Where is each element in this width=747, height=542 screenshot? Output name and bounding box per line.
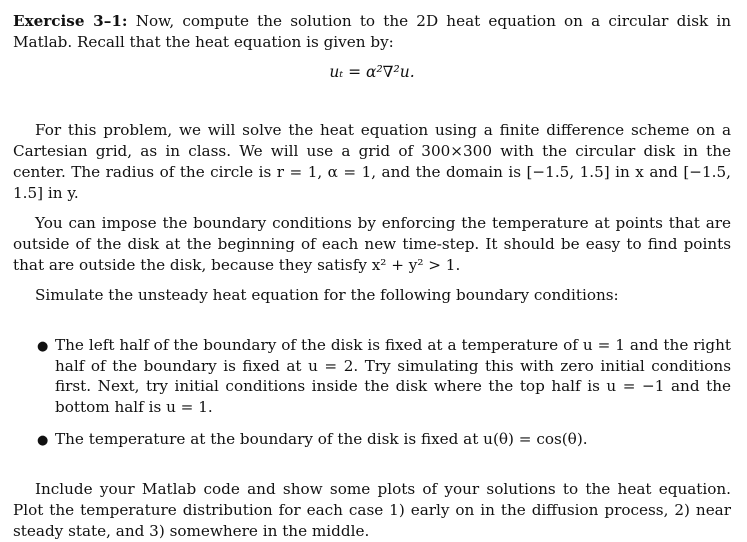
- exercise-intro-paragraph: [13, 11, 731, 53]
- list-item-text: The left half of the boundary of the disk is fixed at a temperature of u = 1 and the right half of the boundary is fixed at u = 2. Try simulating this with zero initial conditions first. Next, try initial conditions inside the disk where the top half is u = −1 and the bottom half is u = 1.: [55, 336, 731, 416]
- boundary-conditions-paragraph: You can impose the boundary conditions by enforcing the temperature at points that are outside of the disk at the beginning of each new time-step. It should be easy to find points that are outside the disk, because they satisfy x² + y² > 1.: [13, 214, 731, 274]
- problem-setup-paragraph: For this problem, we will solve the heat equation using a finite difference scheme on a Cartesian grid, as in class. We will use a grid of 300×300 with the circular disk in the center. The radius of the circle is r = 1, α = 1, and the domain is [−1.5, 1.5] in x and [−1.5, 1.5] in y.: [13, 121, 731, 202]
- list-item: [13, 335, 731, 417]
- boundary-condition-list: [13, 335, 731, 450]
- heat-equation: uₜ = α²∇²u.: [329, 63, 415, 81]
- list-item: [13, 429, 731, 450]
- exercise-label: Exercise 3–1:: [13, 12, 128, 30]
- bullet-icon: ●: [37, 433, 49, 448]
- bullet-icon: ●: [37, 339, 49, 354]
- exercise-document: [13, 0, 731, 542]
- simulate-instruction-paragraph: Simulate the unsteady heat equation for the following boundary conditions:: [35, 286, 619, 304]
- list-item-text: The temperature at the boundary of the disk is fixed at u(θ) = cos(θ).: [55, 430, 588, 448]
- closing-paragraph: Include your Matlab code and show some plots of your solutions to the heat equation. Plot the temperature distribution for each case 1) early on in the diffusion process, 2) near steady state, and 3) somewhere in the middle.: [13, 479, 731, 540]
- exercise-intro-text: Now, compute the solution to the 2D heat equation on a circular disk in Matlab. Recall that the heat equation is given by:: [13, 12, 732, 51]
